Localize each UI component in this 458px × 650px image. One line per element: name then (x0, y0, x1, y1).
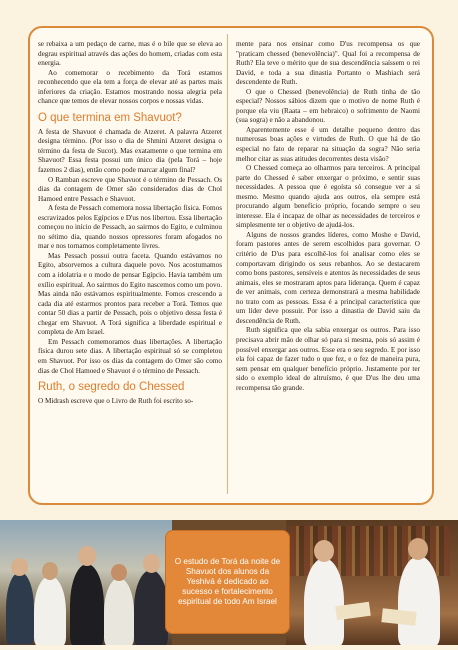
paragraph: mente para nos ensinar como D'us recompensa os que "praticam chessed (benevolência)". Qual foi a recompensa de Ruth? Ela teve o mérito que de sua descendência saíssem o rei David, e toda a sua dinastia Portanto o Mashiach será descendente de Ruth. (236, 40, 420, 87)
right-column (236, 40, 420, 393)
paragraph: O Midrash escreve que o Livro de Ruth foi escrito so- (38, 397, 194, 406)
left-column (38, 40, 222, 407)
photo-caption-box (165, 530, 290, 634)
paragraph: Ruth significa que ela sabia enxergar os outros. Para isso precisava abrir mão de olhar só para si mesma, pois só assim é possível enxergar aos outros. Esse era o seu segredo. E por isso ela foi capaz de fazer tudo o que fez, e o fez de maneira pura, sem pensar em qualquer benefício próprio. Justamente por ter sido o exemplo ideal de altruísmo, é que D'us lhe deu uma recompensa tão grande. (236, 326, 420, 392)
column-divider (227, 34, 228, 494)
paragraph: A festa de Shavuot é chamada de Atzeret. A palavra Atzeret designa término. (Por isso o dia de Shmini Atzeret designa o término da festa de Sucot). Mas exatamente o que termina em Shavuot? Essa festa possui um único dia (pela Torá – hoje fazemos 2 dias), então como pode marcar algum final? (38, 127, 222, 175)
paragraph: Em Pessach comemoramos duas libertações. A libertação física durou sete dias. A libertação espiritual só se completou em Shavuot. Por isso os dias da contagem do Omer são como dias de Chol Hamoed e Shavuot é o término de Pessach. (38, 337, 222, 375)
students-photo-right (286, 520, 458, 645)
paragraph: Alguns de nossos grandes líderes, como Moshe e David, foram pastores antes de serem escolhidos para governar. O critério de D'us para escolhê-los foi analisar como eles se comportavam dirigindo os seus rebanhos. Ao se destacarem como bons pastores, sensíveis e atentos às necessidades de seus animais, eles se mostraram aptos para liderança. Quem é capaz de ver animais, com certeza demonstrará a mesma habilidade no trato com as pessoas. Essa é a principal característica que um líder deve possuir. Por isso a dinastia de David saiu da descendência de Ruth. (236, 230, 420, 325)
paragraph: Mas Pessach possui outra faceta. Quando estávamos no Egito, absorvemos a cultura daquele povo. Nos acostumamos com a idolatria e o modo de pensar Egípcio. Havia também um exílio espiritual. Ao sairmos do Egito nascemos como um povo. Mas ainda não estávamos espiritualmente. Fomos crescendo a cada dia até estarmos prontos para receber a Torá. Temos que contar 50 dias a partir de Pessach, pois o objetivo dessa festa é chegar em Shavuot. A Torá significa a liberdade espiritual e completa de Am Israel. (38, 251, 222, 337)
photo-caption: O estudo de Torá da noite de Shavuot dos alunos da Yeshivá é dedicado ao sucesso e fortalecimento espiritual de todo Am Israel (174, 557, 281, 606)
paragraph: O Chessed começa ao olharmos para terceiros. A principal parte do Chessed é saber enxergar o próximo, e sentir suas necessidades. A pessoa que é egoísta só consegue ver a si mesmo. Mesmo quando ajuda aos outros, ela sempre está procurando algum benefício próprio, focando sempre o seu interesse. Ela é incapaz de olhar as necessidades de terceiros e simplesmente ter o objetivo de ajudá-los. (236, 164, 420, 230)
paragraph: Ao comemorar o recebimento da Torá estamos reconhecendo que ela tem a força de elevar até as partes mais inferiores da criação. Estamos mostrando nossa alegria pela chance que temos de elevar nossos corpos e nossas vidas. (38, 68, 222, 106)
paragraph: O que o Chessed (benevolência) de Ruth tinha de tão especial? Nossos sábios dizem que o motivo de nome Ruth é porque ela viu (Raata – em hebraico) o sofrimento de Naomi (sua sogra) e não a abandonou. (236, 87, 420, 125)
paragraph: A festa de Pessach comemora nossa libertação física. Fomos escravizados pelos Egípcios e D'us nos libertou. Essa libertação começou no início de Pessach, ao sairmos do Egito, e culminou no sétimo dia, quando nossos opressores foram afogados no mar e nos tornamos completamente livres. (38, 204, 222, 251)
students-photo-left (0, 520, 172, 645)
paragraph: se rebaixa a um pedaço de carne, mas é o bile que se eleva ao degrau espiritual através das ações do homem, criadas com esta energia. (38, 40, 222, 68)
paragraph: Aparentemente esse é um detalhe pequeno dentro das numerosas boas ações e virtudes de Ruth. O que há de tão especial no fato de reparar na situação da sogra? Não seria melhor citar as suas atitudes decorrentes desta visão? (236, 125, 420, 163)
section-heading: Ruth, o segredo do Chessed (38, 381, 185, 394)
section-heading: O que termina em Shavuot? (38, 111, 182, 124)
paragraph: O Ramban escreve que Shavuot é o término de Pessach. Os dias da contagem de Omer são considerados dias de Chol Hamoed entre Pessach e Shavuot. (38, 175, 222, 203)
